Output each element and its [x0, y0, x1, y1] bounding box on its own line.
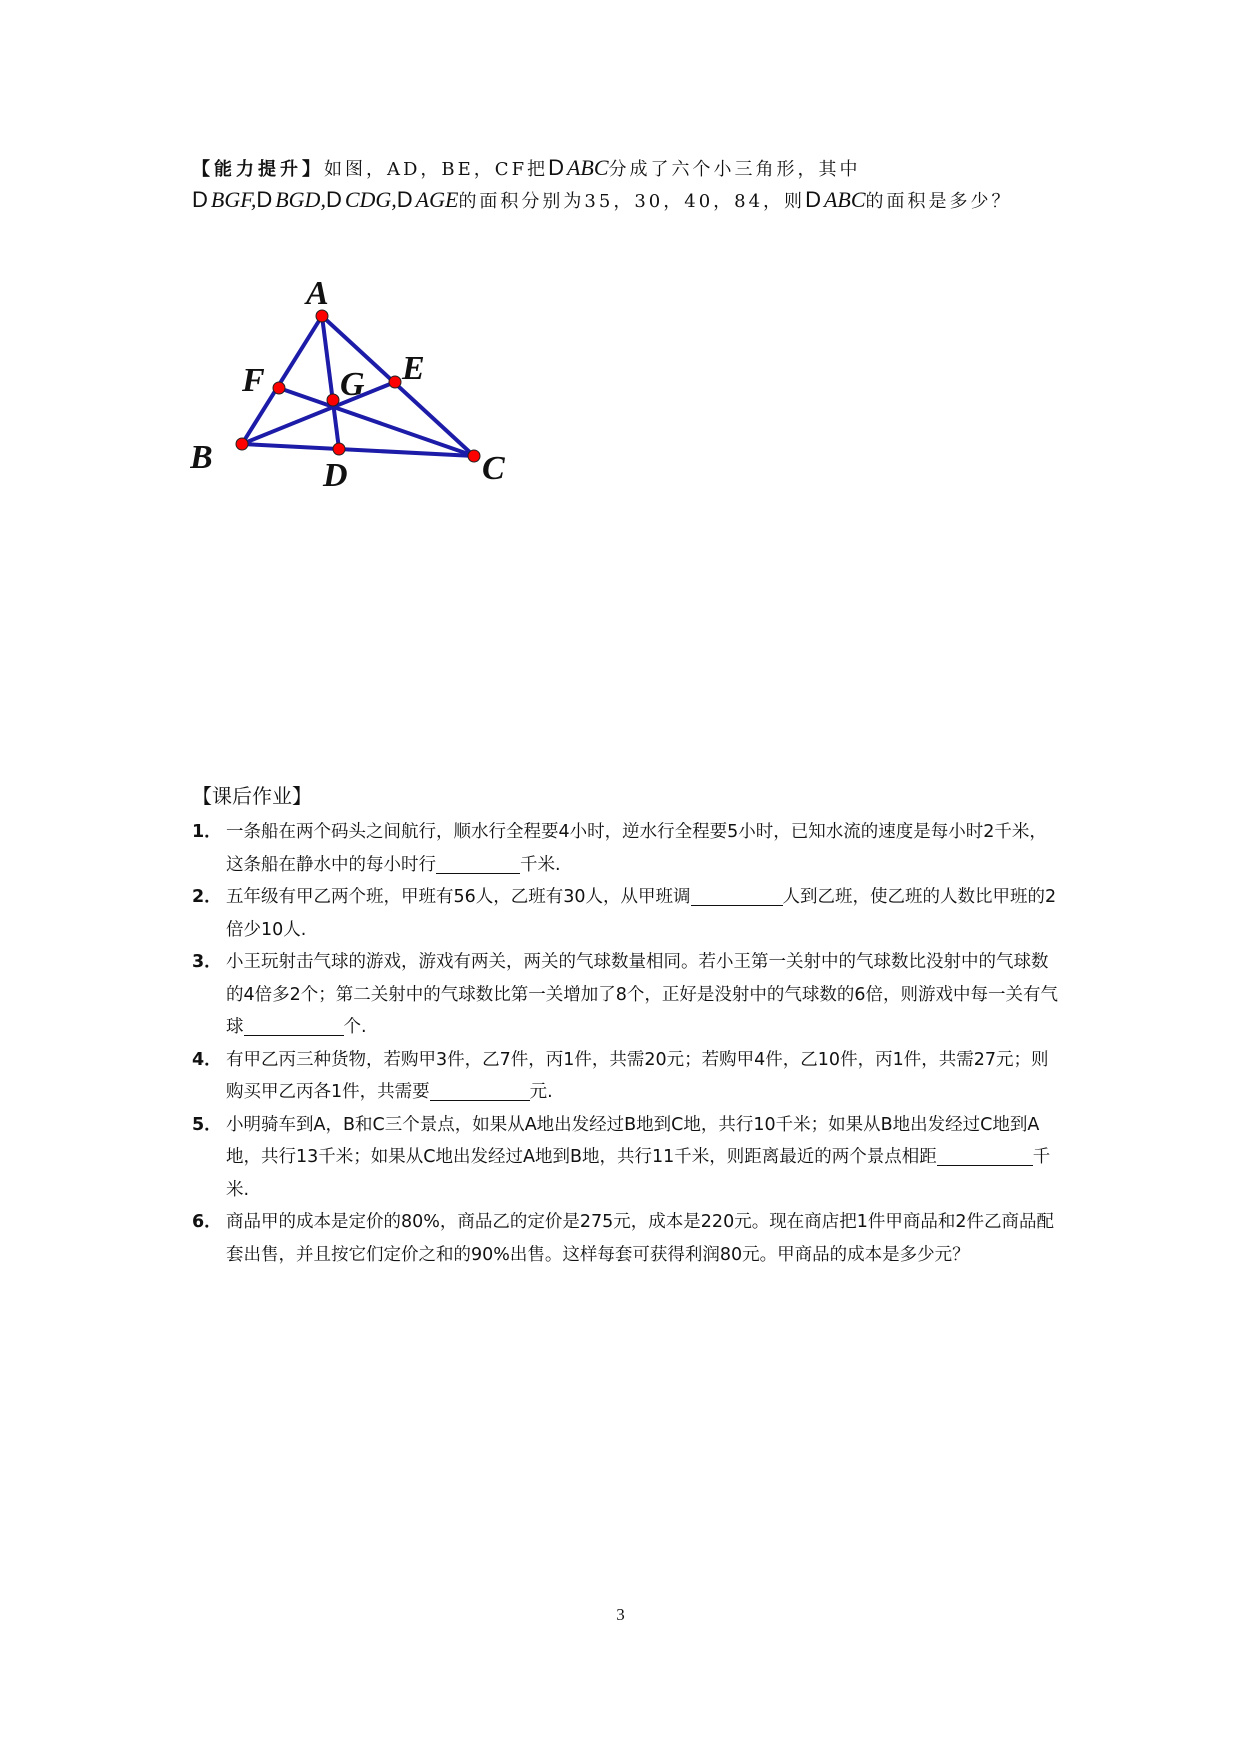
item-number: 1． [192, 822, 222, 842]
triangle-abc: ABC [823, 187, 866, 212]
item-text: 小明骑车到A，B和C三个景点，如果从A地出发经过B地到C地，共行10千米；如果从B地出发经过C地到A地，共行13千米；如果从C地出发经过A地到B地，共行11千米，则距离最近的两个景点相距 [226, 1114, 1040, 1167]
section-tag: 【能力提升】 [192, 159, 324, 180]
problem-line1-end: 分成了六个小三角形，其中 [608, 159, 861, 180]
point-c [468, 450, 480, 462]
problem-line2-text: 的面积分别为35，30，40，84，则 [458, 191, 806, 212]
comma: , [391, 187, 397, 212]
homework-title: 【课后作业】 [192, 784, 312, 808]
homework-item [192, 1109, 1062, 1207]
label-f: F [242, 362, 265, 399]
homework-item [192, 1206, 1062, 1271]
triangle-bgf: BGF [210, 187, 251, 212]
item-text-end: 千米. [520, 854, 561, 875]
page-number: 3 [616, 1605, 625, 1624]
homework-item [192, 946, 1062, 1044]
answer-blank[interactable] [937, 1143, 1033, 1166]
triangle-symbol: D [396, 187, 416, 212]
triangle-figure [190, 262, 535, 487]
item-text-end: 人到乙班，使乙班的人数比甲班的2倍少10人. [226, 887, 1057, 940]
point-b [236, 438, 248, 450]
item-text-end: 千米. [226, 1147, 1051, 1200]
problem-line1-text: 如图，AD，BE，CF把 [324, 159, 549, 180]
homework-item [192, 881, 1062, 946]
item-number: 6． [192, 1212, 222, 1232]
triangle-symbol: D [192, 187, 211, 212]
label-b: B [190, 439, 213, 476]
point-g [327, 394, 339, 406]
triangle-bgd: BGD [275, 187, 321, 212]
item-text: 五年级有甲乙两个班，甲班有56人，乙班有30人，从甲班调 [226, 887, 691, 907]
problem-line2-end: 的面积是多少？ [865, 191, 1013, 212]
problem-paragraph [192, 153, 1052, 217]
comma: , [250, 187, 257, 212]
item-text: 有甲乙丙三种货物，若购甲3件，乙7件，丙1件，共需20元；若购甲4件，乙10件，丙1件，共需27元；则购买甲乙丙各1件，共需要 [226, 1049, 1049, 1102]
item-number: 2． [192, 887, 222, 907]
item-text: 商品甲的成本是定价的80%，商品乙的定价是275元，成本是220元。现在商店把1件甲商品和2件乙商品配套出售，并且按它们定价之和的90%出售。这样每套可获得利润80元。甲商品的成本是多少元？ [226, 1212, 1054, 1265]
answer-blank[interactable] [430, 1078, 530, 1101]
label-g: G [340, 366, 365, 403]
homework-list [192, 816, 1062, 1271]
triangle-age: AGE [415, 187, 459, 212]
item-number: 3． [192, 952, 222, 972]
triangle-abc: ABC [566, 155, 609, 180]
triangle-symbol: D [256, 187, 276, 212]
point-d [333, 443, 345, 455]
triangle-cdg: CDG [344, 187, 392, 212]
label-c: C [482, 450, 505, 487]
label-a: A [306, 275, 329, 312]
label-e: E [402, 350, 425, 387]
label-d: D [323, 457, 348, 487]
item-text-end: 元. [529, 1082, 553, 1102]
item-number: 4． [192, 1049, 222, 1070]
segment-be [242, 382, 395, 444]
point-e [389, 376, 401, 388]
triangle-symbol: D [325, 187, 345, 212]
homework-item [192, 1044, 1062, 1109]
homework-item [192, 816, 1062, 881]
triangle-symbol: D [805, 187, 824, 212]
answer-blank[interactable] [436, 851, 520, 874]
answer-blank[interactable] [691, 883, 783, 906]
item-text: 小王玩射击气球的游戏，游戏有两关，两关的气球数量相同。若小王第一关射中的气球数比没射中的气球数的4倍多2个；第二关射中的气球数比第一关增加了8个，正好是没射中的气球数的6倍，则游戏中每一关有气球 [226, 952, 1059, 1037]
item-text: 一条船在两个码头之间航行，顺水行全程要4小时，逆水行全程要5小时，已知水流的速度是每小时2千米，这条船在静水中的每小时行 [226, 822, 1047, 875]
comma: , [320, 187, 326, 212]
answer-blank[interactable] [244, 1013, 344, 1036]
point-f [273, 382, 285, 394]
item-text-end: 个. [343, 1017, 367, 1037]
triangle-symbol: D [548, 155, 567, 180]
segment-ad [322, 316, 339, 449]
item-number: 5． [192, 1114, 222, 1135]
